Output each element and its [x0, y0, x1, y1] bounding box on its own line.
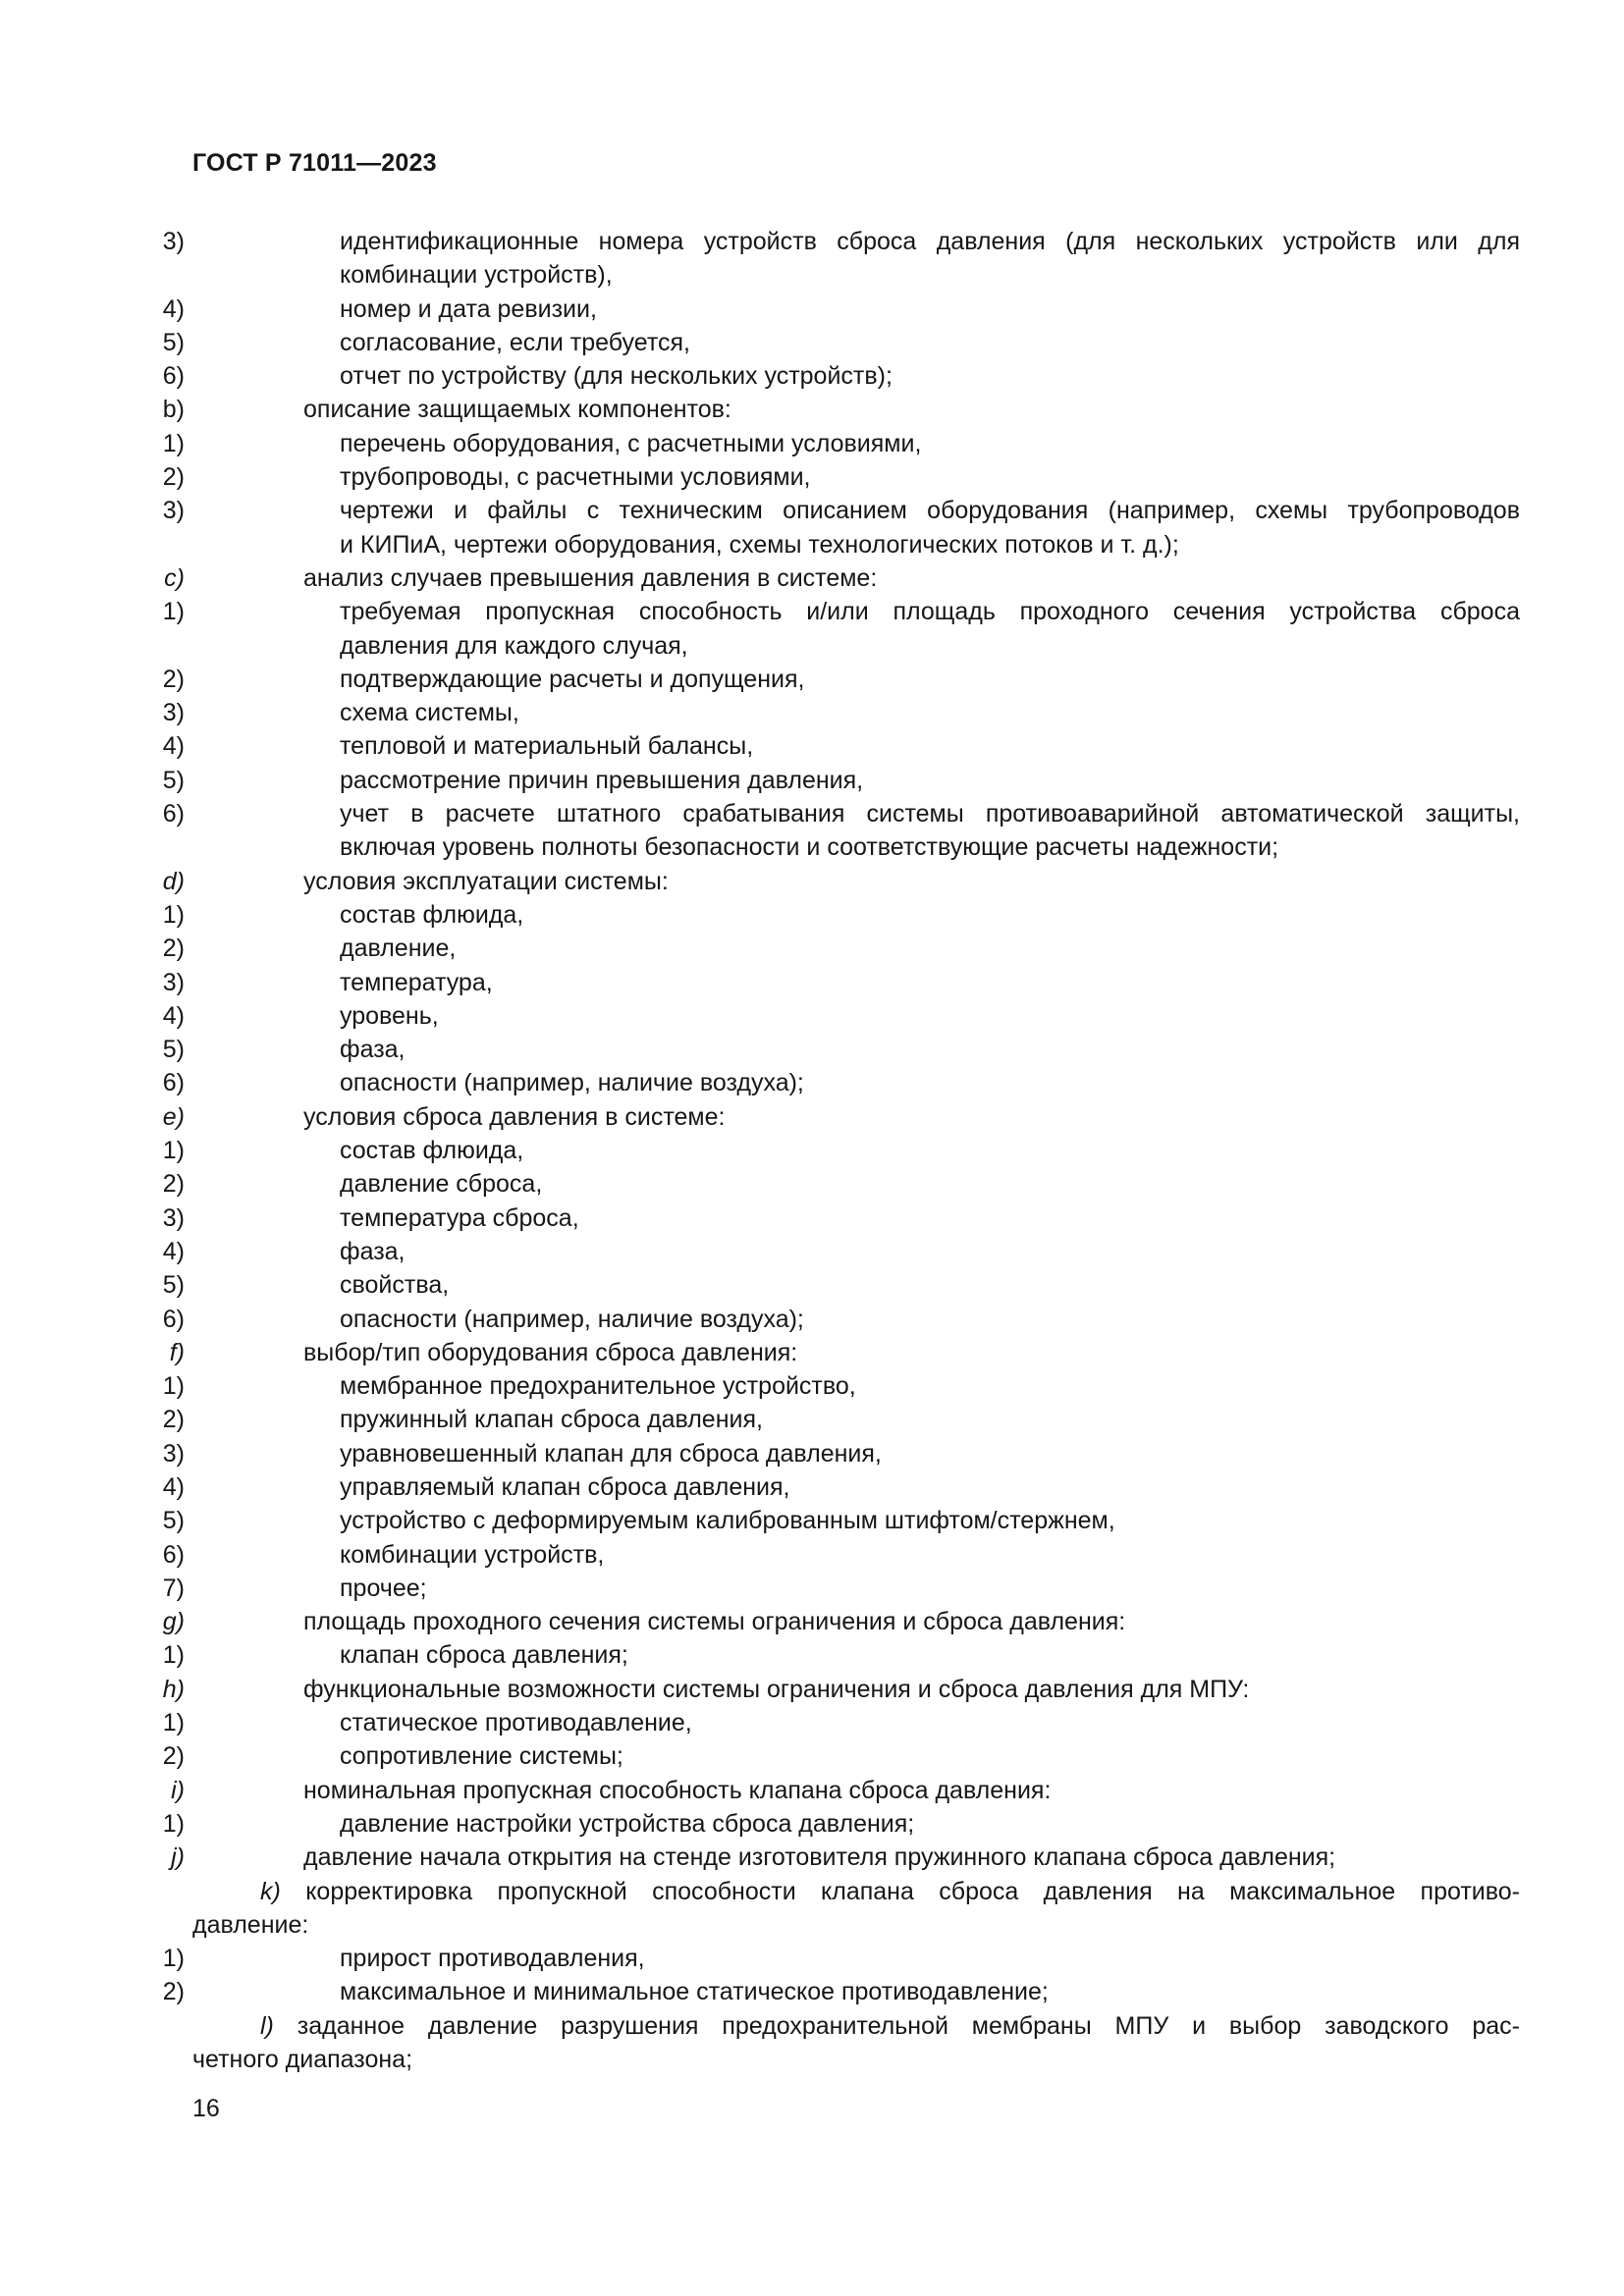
list-item-text: состав флюида, [340, 900, 524, 929]
list-subitem-line [162, 1303, 1520, 1336]
list-marker: 2) [162, 1170, 185, 1199]
list-item-text: площадь проходного сечения системы ограничения и сброса давления: [303, 1608, 1126, 1636]
list-marker: 1) [162, 598, 185, 626]
list-subitem-line [162, 1739, 1520, 1773]
list-subitem-line [162, 1504, 1520, 1537]
list-item-line [192, 1875, 1520, 1908]
list-item-text: температура сброса, [340, 1203, 579, 1232]
page-number: 16 [192, 2095, 220, 2122]
list-subitem-line [162, 1403, 1520, 1436]
list-item-text: чертежи и файлы с техническим описанием оборудования (например, схемы трубопроводов [340, 497, 1520, 525]
list-subitem-line [162, 293, 1520, 326]
list-item-text: комбинации устройств), [340, 261, 613, 290]
list-item-text: устройство с деформируемым калиброванным штифтом/стержнем, [340, 1507, 1115, 1535]
list-marker: 6) [162, 1069, 185, 1097]
list-subitem-line [192, 629, 1520, 663]
list-marker: d) [162, 867, 185, 895]
list-marker: 3) [162, 968, 185, 996]
list-subitem-line [162, 1538, 1520, 1572]
list-item-text: четного диапазона; [192, 2046, 413, 2074]
list-marker: 3) [162, 228, 185, 255]
list-item-line [192, 1908, 1520, 1942]
list-marker: 3) [162, 699, 185, 727]
list-item-line [162, 393, 1520, 426]
list-marker: 5) [162, 1036, 185, 1064]
list-item-text: давление начала открытия на стенде изготовителя пружинного клапана сброса давления; [303, 1843, 1336, 1872]
list-subitem-line [192, 528, 1520, 561]
list-marker: 7) [162, 1574, 185, 1602]
list-item-text: опасности (например, наличие воздуха); [340, 1069, 804, 1097]
list-item-text: мембранное предохранительное устройство, [340, 1372, 856, 1401]
list-item-text: условия сброса давления в системе: [303, 1102, 726, 1131]
list-item-text: состав флюида, [340, 1137, 524, 1165]
list-marker: 1) [162, 1809, 185, 1838]
list-marker: 1) [162, 1372, 185, 1401]
list-item-line [169, 1336, 1520, 1369]
list-item-text: учет в расчете штатного срабатывания системы противоаварийной автоматической защиты, [340, 800, 1520, 828]
list-item-text: и КИПиА, чертежи оборудования, схемы технологических потоков и т. д.); [340, 530, 1179, 559]
list-marker: 5) [162, 328, 185, 356]
list-subitem-line [162, 1437, 1520, 1470]
list-item-line [162, 865, 1520, 898]
list-marker: 4) [162, 732, 185, 761]
list-subitem-line [162, 1470, 1520, 1504]
list-item-line [192, 2009, 1520, 2043]
list-item-text: уравновешенный клапан для сброса давления, [340, 1439, 882, 1468]
list-marker: 3) [162, 1439, 185, 1468]
list-item-text: управляемый клапан сброса давления, [340, 1472, 790, 1501]
list-item-text: давления для каждого случая, [340, 631, 688, 660]
list-marker: 3) [162, 1203, 185, 1232]
list-marker: c) [164, 563, 185, 592]
list-subitem-line [162, 696, 1520, 729]
list-subitem-line [162, 595, 1520, 628]
list-marker: i) [171, 1776, 185, 1804]
list-item-text: фаза, [340, 1036, 406, 1064]
list-item-text: давление: [192, 1910, 309, 1939]
document-body [162, 225, 1520, 2076]
list-item-text: идентификационные номера устройств сброса давления (для нескольких устройств или для [340, 228, 1520, 255]
list-item-text: статическое противодавление, [340, 1709, 692, 1737]
list-marker: 2) [162, 1742, 185, 1771]
list-marker: 5) [162, 1507, 185, 1535]
list-item-text: отчет по устройству (для нескольких устройств); [340, 362, 893, 391]
list-marker: j) [171, 1843, 185, 1872]
list-item-text: описание защищаемых компонентов: [303, 396, 731, 424]
list-item-text: температура, [340, 968, 493, 996]
list-marker: 1) [162, 429, 185, 457]
list-subitem-line [162, 1975, 1520, 2008]
list-item-text: свойства, [340, 1271, 450, 1300]
list-item-text: прочее; [340, 1574, 427, 1602]
list-item-text: номер и дата ревизии, [340, 294, 597, 323]
list-item-text: анализ случаев превышения давления в системе: [303, 563, 878, 592]
list-item-text: давление сброса, [340, 1170, 543, 1199]
list-item-text: трубопроводы, с расчетными условиями, [340, 463, 811, 492]
list-item-text: уровень, [340, 1001, 439, 1030]
list-subitem-line [162, 1268, 1520, 1302]
list-subitem-line [162, 1807, 1520, 1841]
list-subitem-line [162, 898, 1520, 932]
list-subitem-line [162, 1066, 1520, 1099]
list-subitem-line [162, 1134, 1520, 1167]
list-marker: 4) [162, 294, 185, 323]
list-marker: 2) [162, 1406, 185, 1434]
list-marker: f) [169, 1338, 185, 1366]
document-header: ГОСТ Р 71011—2023 [192, 149, 437, 177]
list-subitem-line [162, 326, 1520, 359]
list-subitem-line [162, 1638, 1520, 1672]
list-item-text: выбор/тип оборудования сброса давления: [303, 1338, 798, 1366]
list-subitem-line [162, 460, 1520, 494]
list-item-line [162, 1100, 1520, 1134]
list-marker: 2) [162, 463, 185, 492]
list-subitem-line [162, 427, 1520, 460]
list-subitem-line [162, 1572, 1520, 1605]
list-marker: e) [162, 1102, 185, 1131]
list-item-text: давление настройки устройства сброса давления; [340, 1809, 915, 1838]
list-item-text: комбинации устройств, [340, 1540, 605, 1569]
list-item-text: перечень оборудования, с расчетными условиями, [340, 429, 922, 457]
list-item-line [162, 1673, 1520, 1706]
list-item-text: схема системы, [340, 699, 519, 727]
list-item-text: включая уровень полноты безопасности и соответствующие расчеты надежности; [340, 833, 1279, 862]
list-subitem-line [162, 729, 1520, 763]
list-subitem-line [162, 1167, 1520, 1201]
list-marker: 6) [162, 362, 185, 391]
list-subitem-line [162, 764, 1520, 797]
list-item-text: условия эксплуатации системы: [303, 867, 669, 895]
list-item-text: корректировка пропускной способности клапана сброса давления на максимальное противо- [305, 1877, 1520, 1905]
list-marker: 5) [162, 766, 185, 794]
list-marker: 2) [162, 665, 185, 693]
list-item-line [192, 2043, 1520, 2076]
list-item-line [162, 1605, 1520, 1638]
list-marker: 1) [162, 1137, 185, 1165]
list-marker: 4) [162, 1001, 185, 1030]
list-subitem-line [162, 966, 1520, 999]
list-subitem-line [162, 999, 1520, 1033]
list-marker: 2) [162, 934, 185, 963]
list-subitem-line [162, 663, 1520, 696]
list-subitem-line [162, 1201, 1520, 1235]
list-item-text: тепловой и материальный балансы, [340, 732, 754, 761]
list-marker: 3) [162, 497, 185, 525]
list-marker: b) [162, 396, 185, 424]
list-subitem-line [162, 1942, 1520, 1975]
list-marker: 6) [162, 800, 185, 828]
list-item-text: давление, [340, 934, 457, 963]
list-marker: 5) [162, 1271, 185, 1300]
list-marker: l) [260, 2011, 274, 2040]
list-item-text: пружинный клапан сброса давления, [340, 1406, 763, 1434]
list-marker: h) [162, 1675, 185, 1703]
list-item-line [171, 1774, 1520, 1807]
list-subitem-line [162, 359, 1520, 393]
list-item-text: подтверждающие расчеты и допущения, [340, 665, 805, 693]
list-marker: k) [260, 1877, 281, 1905]
list-subitem-line [162, 1033, 1520, 1066]
list-subitem-line [192, 830, 1520, 864]
list-marker: g) [162, 1608, 185, 1636]
list-marker: 1) [162, 1709, 185, 1737]
list-item-text: номинальная пропускная способность клапана сброса давления: [303, 1776, 1052, 1804]
list-marker: 4) [162, 1237, 185, 1265]
list-marker: 1) [162, 1641, 185, 1670]
list-marker: 4) [162, 1472, 185, 1501]
list-subitem-line [162, 797, 1520, 830]
list-item-text: заданное давление разрушения предохранительной мембраны МПУ и выбор заводского рас- [297, 2011, 1520, 2040]
list-marker: 1) [162, 900, 185, 929]
list-marker: 6) [162, 1305, 185, 1333]
list-item-text: рассмотрение причин превышения давления, [340, 766, 864, 794]
list-subitem-line [192, 258, 1520, 292]
list-item-text: фаза, [340, 1237, 406, 1265]
list-item-text: согласование, если требуется, [340, 328, 690, 356]
list-item-text: сопротивление системы; [340, 1742, 623, 1771]
list-item-text: прирост противодавления, [340, 1945, 645, 1973]
list-subitem-line [162, 225, 1520, 258]
list-item-text: требуемая пропускная способность и/или площадь проходного сечения устройства сброса [340, 598, 1520, 626]
list-marker: 6) [162, 1540, 185, 1569]
list-item-text: опасности (например, наличие воздуха); [340, 1305, 804, 1333]
list-item-text: клапан сброса давления; [340, 1641, 628, 1670]
list-marker: 1) [162, 1945, 185, 1973]
list-item-line [164, 561, 1520, 595]
list-subitem-line [162, 494, 1520, 527]
list-marker: 2) [162, 1978, 185, 2006]
list-item-line [171, 1841, 1520, 1874]
list-item-text: функциональные возможности системы ограничения и сброса давления для МПУ: [303, 1675, 1250, 1703]
list-subitem-line [162, 932, 1520, 965]
list-subitem-line [162, 1235, 1520, 1268]
list-subitem-line [162, 1369, 1520, 1403]
list-subitem-line [162, 1706, 1520, 1739]
list-item-text: максимальное и минимальное статическое противодавление; [340, 1978, 1049, 2006]
